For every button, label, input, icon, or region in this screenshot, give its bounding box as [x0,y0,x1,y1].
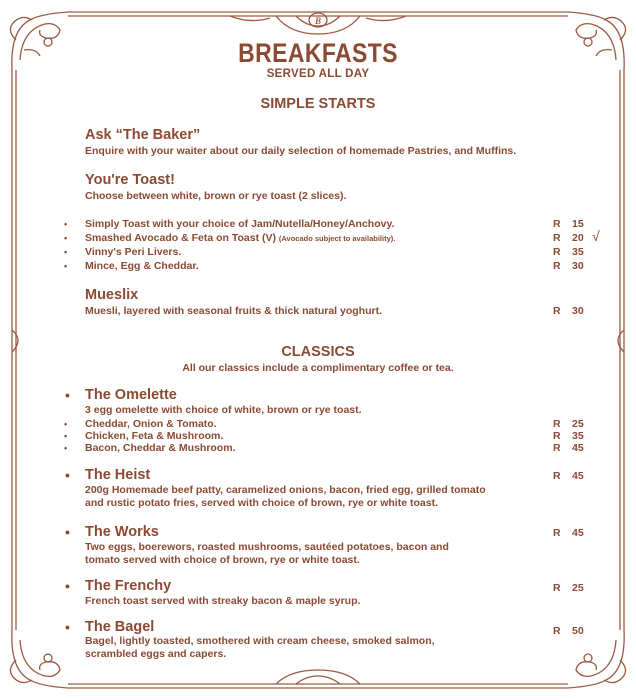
price-currency: R [553,470,561,482]
price-value: 15 [572,218,584,230]
option-label [85,232,395,244]
price-value: 30 [572,260,584,272]
item-desc-heist-2: and rustic potato fries, served with choice of brown, rye or white toast. [85,497,438,509]
item-desc-ask-the-baker: Enquire with your waiter about our daily selection of homemade Pastries, and Muffins. [85,145,517,157]
item-desc-omelette: 3 egg omelette with choice of white, brown or rye toast. [85,404,362,416]
item-title-mueslix: Mueslix [85,287,139,303]
item-desc-mueslix: Muesli, layered with seasonal fruits & thick natural yoghurt. [85,305,382,317]
item-title-omelette: The Omelette [85,387,177,403]
price-currency: R [553,430,561,442]
price-value: 45 [572,527,584,539]
item-desc-bagel: Bagel, lightly toasted, smothered with cream cheese, smoked salmon, [85,635,435,647]
bullet: • [65,578,70,594]
option-label: Cheddar, Onion & Tomato. [85,418,217,430]
price-currency: R [553,246,561,258]
option-label: Chicken, Feta & Mushroom. [85,430,224,442]
price-value: 45 [572,442,584,454]
item-desc-works: Two eggs, boerewors, roasted mushrooms, sautéed potatoes, bacon and [85,541,449,553]
bullet: • [64,219,68,229]
bullet: • [64,261,68,271]
price-value: 30 [572,305,584,317]
option-label: Bacon, Cheddar & Mushroom. [85,442,236,454]
item-desc-works-2: tomato served with choice of brown, rye or white toast. [85,554,360,566]
bullet: • [65,619,70,635]
option-label: Mince, Egg & Cheddar. [85,260,199,272]
item-title-ask-the-baker: Ask “The Baker” [85,127,201,143]
vegetarian-mark-icon: √ [592,228,600,244]
section-subheading: All our classics include a complimentary coffee or tea. [182,362,454,374]
price-value: 20 [572,232,584,244]
bullet: • [64,443,68,453]
option-label: Vinny's Peri Livers. [85,246,182,258]
price-currency: R [553,305,561,317]
price-currency: R [553,218,561,230]
item-title-youre-toast: You're Toast! [85,172,175,188]
price-value: 45 [572,470,584,482]
price-currency: R [553,232,561,244]
price-value: 25 [572,582,584,594]
item-title-works: The Works [85,524,159,540]
item-title-heist: The Heist [85,467,151,483]
bullet: • [64,247,68,257]
bullet: • [65,387,70,403]
price-value: 35 [572,430,584,442]
item-desc-frenchy: French toast served with streaky bacon & maple syrup. [85,595,361,607]
option-label: Simply Toast with your choice of Jam/Nutella/Honey/Anchovy. [85,218,395,230]
section-heading-classics: CLASSICS [281,344,355,360]
price-value: 35 [572,246,584,258]
monogram: B [314,16,322,26]
bullet: • [64,431,68,441]
price-currency: R [553,582,561,594]
option-note: (Avocado subject to availability). [278,234,396,243]
item-title-frenchy: The Frenchy [85,578,172,594]
price-currency: R [553,260,561,272]
price-currency: R [553,418,561,430]
menu-title: BREAKFASTS [238,38,398,68]
bullet: • [64,419,68,429]
bullet: • [64,233,68,243]
section-heading-simple-starts: SIMPLE STARTS [260,96,376,112]
item-title-bagel: The Bagel [85,619,155,635]
price-value: 50 [572,625,584,637]
price-currency: R [553,527,561,539]
item-desc-youre-toast: Choose between white, brown or rye toast (2 slices). [85,190,347,202]
price-currency: R [553,442,561,454]
bullet: • [65,524,70,540]
item-desc-bagel-2: scrambled eggs and capers. [85,648,227,660]
price-value: 25 [572,418,584,430]
bullet: • [65,467,70,483]
option-label-text: Smashed Avocado & Feta on Toast (V) [85,232,276,244]
item-desc-heist: 200g Homemade beef patty, caramelized onions, bacon, fried egg, grilled tomato [85,484,486,496]
price-currency: R [553,625,561,637]
menu-subtitle: SERVED ALL DAY [266,68,370,80]
